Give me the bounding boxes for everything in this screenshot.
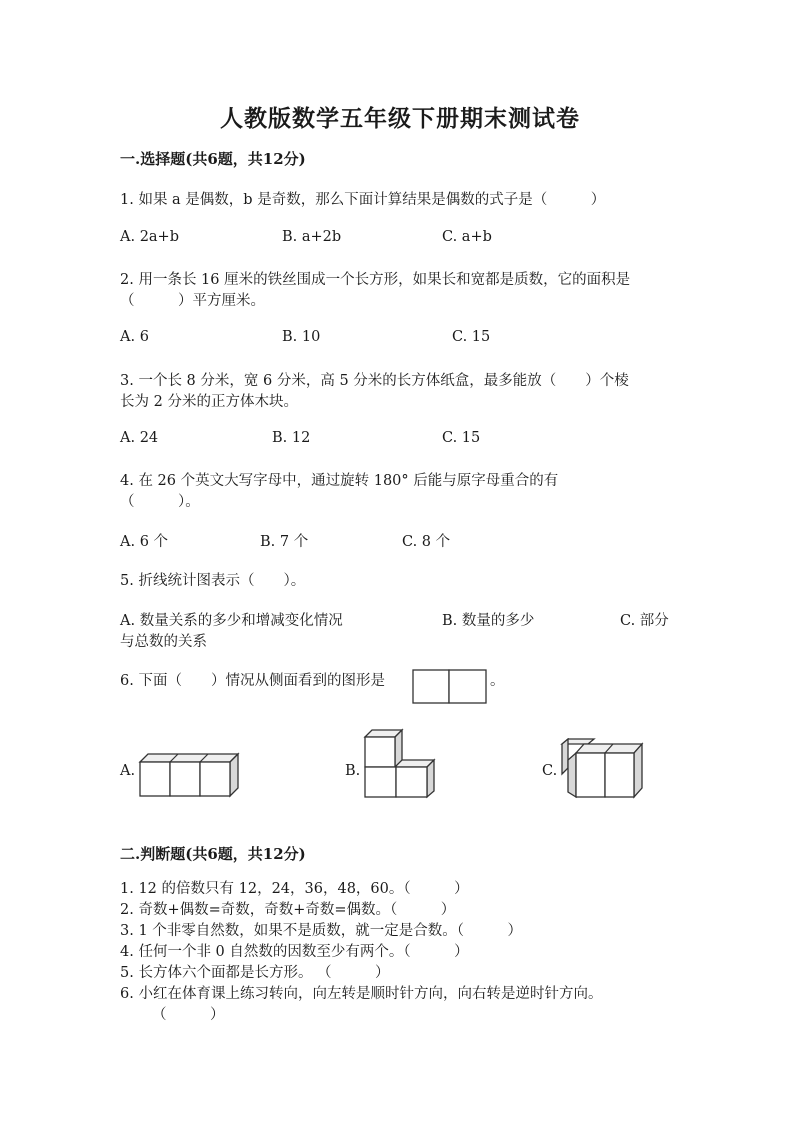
judgment-item-6-answer-blank: （ ） [152, 1007, 225, 1023]
question-1-option-b: B. a+2b [282, 229, 342, 245]
question-3-option-b: B. 12 [272, 430, 311, 446]
judgment-item-1: 1. 12 的倍数只有 12，24，36，48，60。（ ） [120, 881, 469, 897]
question-6-option-a-label: A. [120, 763, 136, 779]
question-1-option-a: A. 2a+b [120, 229, 179, 245]
judgment-item-5: 5. 长方体六个面都是长方形。 （ ） [120, 965, 390, 981]
judgment-item-2: 2. 奇数+偶数=奇数，奇数+奇数=偶数。（ ） [120, 902, 456, 918]
question-4-option-c: C. 8 个 [402, 534, 451, 550]
option-a-three-cubes-row-figure [136, 752, 242, 800]
option-b-stacked-cubes-figure [362, 727, 440, 801]
question-5-option-c: C. 部分 [620, 613, 669, 629]
question-4-stem-line1: 4. 在 26 个英文大写字母中，通过旋转 180° 后能与原字母重合的有 [120, 473, 559, 489]
question-5-option-a: A. 数量关系的多少和增减变化情况 [120, 613, 343, 629]
option-c-cubes-group-figure [558, 738, 644, 800]
question-3-stem-line2: 长为 2 分米的正方体木块。 [120, 394, 298, 410]
question-1-stem: 1. 如果 a 是偶数，b 是奇数，那么下面计算结果是偶数的式子是（ ） [120, 192, 606, 208]
question-3-stem-line1: 3. 一个长 8 分米，宽 6 分米，高 5 分米的长方体纸盒，最多能放（ ）个棱 [120, 373, 629, 389]
question-3-option-c: C. 15 [442, 430, 481, 446]
question-3-option-a: A. 24 [120, 430, 159, 446]
judgment-item-3: 3. 1 个非零自然数，如果不是质数，就一定是合数。（ ） [120, 923, 523, 939]
judgment-item-6: 6. 小红在体育课上练习转向，向左转是顺时针方向，向右转是逆时针方向。 [120, 986, 603, 1002]
question-5-stem: 5. 折线统计图表示（ ）。 [120, 573, 306, 589]
question-4-option-b: B. 7 个 [260, 534, 309, 550]
two-squares-side-view-figure [412, 669, 490, 705]
page-title: 人教版数学五年级下册期末测试卷 [220, 105, 580, 132]
question-1-option-c: C. a+b [442, 229, 492, 245]
question-2-stem-line2: （ ）平方厘米。 [120, 293, 265, 309]
judgment-item-4: 4. 任何一个非 0 自然数的因数至少有两个。（ ） [120, 944, 469, 960]
question-5-option-a-continued: 与总数的关系 [120, 634, 207, 650]
question-4-stem-line2: （ ）。 [120, 494, 200, 510]
question-6-stem: 6. 下面（ ）情况从侧面看到的图形是 [120, 673, 385, 689]
question-2-stem-line1: 2. 用一条长 16 厘米的铁丝围成一个长方形，如果长和宽都是质数，它的面积是 [120, 272, 631, 288]
question-2-option-b: B. 10 [282, 329, 321, 345]
question-2-option-a: A. 6 [120, 329, 149, 345]
question-2-option-c: C. 15 [452, 329, 491, 345]
section-heading-choice: 一.选择题(共6题，共12分) [120, 150, 306, 168]
question-4-option-a: A. 6 个 [120, 534, 169, 550]
question-6-option-b-label: B. [345, 763, 361, 779]
question-5-option-b: B. 数量的多少 [442, 613, 535, 629]
question-6-option-c-label: C. [542, 763, 558, 779]
question-6-stem-end: 。 [490, 673, 505, 689]
section-heading-true-false: 二.判断题(共6题，共12分) [120, 845, 306, 863]
